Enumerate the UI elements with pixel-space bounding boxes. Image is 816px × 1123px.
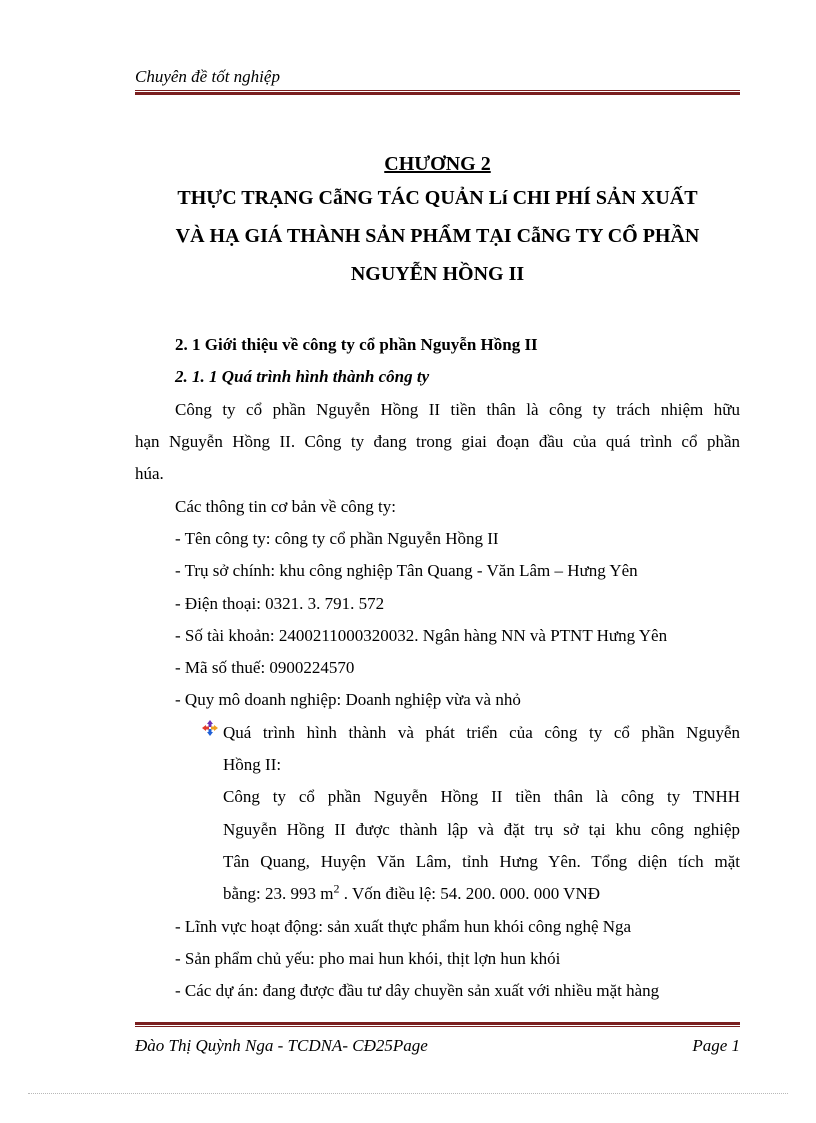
header-rule-thin — [135, 90, 740, 91]
footer-rule-thick — [135, 1022, 740, 1025]
arrow-bullet-icon — [201, 719, 219, 737]
history-line-5: Tân Quang, Huyện Văn Lâm, tỉnh Hưng Yên. Tổng diện tích mặt — [223, 852, 740, 871]
info-item-tax: - Mã số thuế: 0900224570 — [175, 658, 355, 677]
area-superscript: 2 — [333, 881, 340, 896]
info-item-address: - Trụ sở chính: khu công nghiệp Tân Quang - Văn Lâm – Hưng Yên — [175, 561, 638, 580]
chapter-number: CHƯƠNG 2 — [384, 153, 491, 175]
area-text-before: bằng: 23. 993 m — [223, 884, 334, 903]
section-heading: 2. 1 Giới thiệu về công ty cổ phần Nguyễn Hồng II — [175, 335, 538, 354]
page-header — [135, 66, 740, 95]
info-item-projects: - Các dự án: đang được đầu tư dây chuyền sản xuất với nhiều mặt hàng — [175, 981, 660, 1000]
history-line-1: Quá trình hình thành và phát triển của công ty cổ phần Nguyễn — [223, 723, 740, 742]
footer-author: Đào Thị Quỳnh Nga - TCDNA- CĐ25Page — [135, 1036, 428, 1055]
history-line-2: Hồng II: — [223, 755, 282, 774]
info-item-account: - Số tài khoản: 2400211000320032. Ngân hàng NN và PTNT Hưng Yên — [175, 626, 668, 645]
info-item-products: - Sản phẩm chủ yếu: pho mai hun khói, thịt lợn hun khói — [175, 949, 561, 968]
info-item-phone: - Điện thoại: 0321. 3. 791. 572 — [175, 594, 385, 613]
header-title: Chuyên đề tốt nghiệp — [135, 67, 280, 86]
info-item-scale: - Quy mô doanh nghiệp: Doanh nghiệp vừa và nhỏ — [175, 690, 521, 709]
header-rule-thick — [135, 92, 740, 95]
info-item-field: - Lĩnh vực hoạt động: sản xuất thực phẩm hun khói công nghệ Nga — [175, 917, 632, 936]
intro-line-2: hạn Nguyễn Hồng II. Công ty đang trong giai đoạn đầu của quá trình cổ phần — [135, 432, 740, 451]
intro-line-1: Công ty cổ phần Nguyễn Hồng II tiền thân là công ty trách nhiệm hữu — [175, 400, 740, 419]
page-footer — [135, 1022, 740, 1057]
chapter-title-line-2: VÀ HẠ GIÁ THÀNH SẢN PHẨM TẠI CẫNG TY CỔ PHẦN — [175, 225, 700, 247]
page-boundary-line — [28, 1093, 788, 1094]
info-heading: Các thông tin cơ bản về công ty: — [175, 497, 396, 516]
chapter-heading — [135, 150, 740, 292]
subsection-heading: 2. 1. 1 Quá trình hình thành công ty — [175, 367, 430, 386]
history-line-6 — [223, 883, 600, 905]
footer-rule-thin — [135, 1026, 740, 1027]
info-item-name: - Tên công ty: công ty cổ phần Nguyễn Hồng II — [175, 529, 499, 548]
history-line-3: Công ty cổ phần Nguyễn Hồng II tiền thân là công ty TNHH — [223, 787, 740, 806]
history-line-4: Nguyễn Hồng II được thành lập và đặt trụ sở tại khu công nghiệp — [223, 820, 740, 839]
footer-page-number: Page 1 — [692, 1036, 740, 1055]
intro-line-3: húa. — [135, 464, 164, 483]
chapter-title-line-3: NGUYỄN HỒNG II — [350, 263, 525, 285]
area-text-after: . Vốn điều lệ: 54. 200. 000. 000 VNĐ — [339, 884, 601, 903]
chapter-title-line-1: THỰC TRẠNG CẫNG TÁC QUẢN Lí CHI PHÍ SẢN XUẤT — [177, 187, 698, 209]
